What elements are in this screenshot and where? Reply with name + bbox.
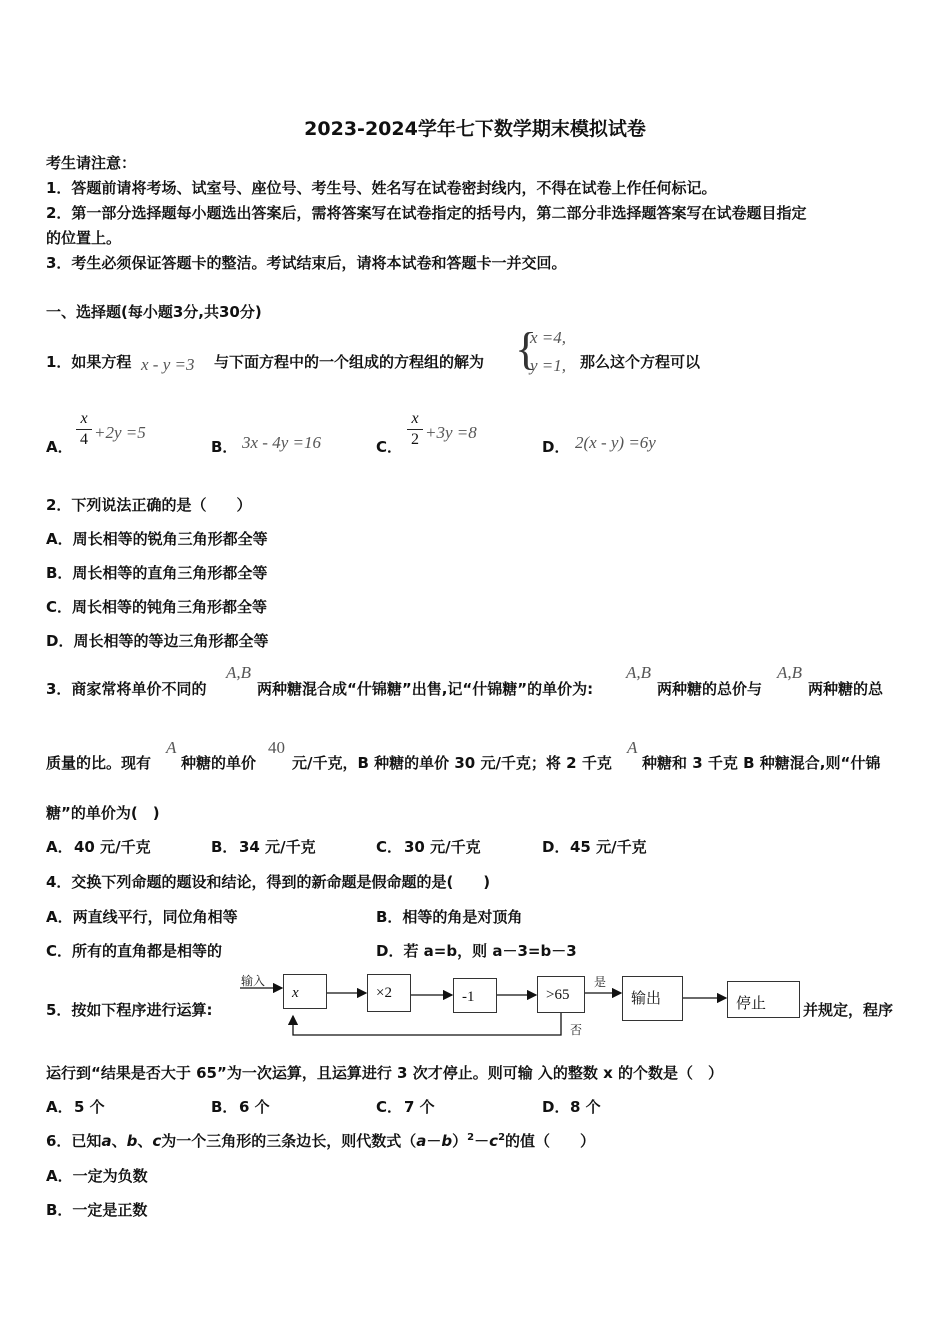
section-heading: 一、选择题(每小题3分,共30分) [46, 303, 262, 321]
q3-line1-d: 两种糖的总 [808, 680, 884, 698]
q3-line2-b: 种糖的单价 [181, 754, 257, 772]
q6-var-a: a [101, 1132, 112, 1150]
q2-stem: 2．下列说法正确的是（ ） [46, 496, 252, 514]
flow-minus1-text: -1 [462, 989, 475, 1005]
flow-gt65-box [537, 976, 585, 1013]
q3-option-b-text: 34 元/千克 [239, 838, 316, 856]
q1-option-c-rest: +3y =8 [425, 423, 477, 442]
q3-ab-1: A,B [226, 663, 252, 682]
flow-output-text: 输出 [631, 991, 662, 1007]
q3-option-a-text: 40 元/千克 [74, 838, 151, 856]
q5-option-c-label: C． [376, 1098, 403, 1116]
notice-item-3: 3．考生必须保证答题卡的整洁。考试结束后，请将本试卷和答题卡一并交回。 [46, 254, 567, 272]
q5-option-d-text: 8 个 [570, 1098, 601, 1116]
q1-option-a-fraction [76, 410, 92, 449]
notice-item-2-cont: 的位置上。 [46, 229, 122, 247]
q5-suffix: 并规定，程序 [803, 1001, 894, 1019]
q6-sep-2: 、 [137, 1132, 153, 1150]
fraction-numerator: x [80, 410, 88, 427]
q6-expr-b: b [441, 1132, 453, 1150]
q1-option-b-label: B． [211, 438, 238, 456]
q1-option-d-label: D． [542, 438, 570, 456]
flow-times2-text: ×2 [376, 985, 392, 1001]
q6-exponent-2: 2 [498, 1132, 506, 1143]
q1-option-a-label: A． [46, 438, 73, 456]
q6-var-b: b [126, 1132, 138, 1150]
q3-option-c-text: 30 元/千克 [404, 838, 481, 856]
q6-stem [46, 1130, 595, 1151]
q6-text-1: 6．已知 [46, 1132, 102, 1150]
q6-sep-1: 、 [111, 1132, 127, 1150]
flow-output-box [622, 976, 683, 1021]
notice-item-1: 1．答题前请将考场、试室号、座位号、考生号、姓名写在试卷密封线内，不得在试卷上作任何标记。 [46, 179, 717, 197]
q2-option-a: A．周长相等的锐角三角形都全等 [46, 530, 268, 548]
q1-suffix: 那么这个方程可以 [580, 353, 701, 371]
flow-input-label: 输入 [241, 974, 266, 988]
flow-gt65-text: >65 [546, 987, 570, 1003]
q6-text-4: － [474, 1132, 490, 1150]
q3-line1-b: 两种糖混合成“什锦糖”出售,记“什锦糖”的单价为: [257, 680, 594, 698]
q1-option-a-rest: +2y =5 [94, 423, 146, 442]
q4-option-a: A．两直线平行，同位角相等 [46, 908, 238, 926]
fraction-denominator: 2 [411, 431, 419, 448]
q3-a-1: A [166, 738, 177, 757]
flow-x-text: x [292, 985, 299, 1001]
exam-title: 2023-2024学年七下数学期末模拟试卷 [304, 118, 646, 140]
q3-line2-a: 质量的比。现有 [46, 754, 152, 772]
q1-system-line-2: y =1, [530, 356, 567, 375]
q6-text-3: ） [452, 1132, 468, 1150]
flow-no-label: 否 [570, 1023, 583, 1037]
flow-stop-box [727, 981, 800, 1018]
q6-option-a: A．一定为负数 [46, 1167, 148, 1185]
q3-line1-a: 3．商家常将单价不同的 [46, 680, 207, 698]
q2-option-d: D．周长相等的等边三角形都全等 [46, 632, 269, 650]
q5-option-d-label: D． [542, 1098, 570, 1116]
flow-x-box [283, 974, 327, 1009]
q4-option-d: D．若 a=b，则 a－3=b－3 [376, 942, 577, 960]
q1-option-d-expr: 2(x - y) =6y [575, 433, 656, 452]
notice-heading: 考生请注意： [46, 154, 137, 172]
q5-option-a-label: A． [46, 1098, 73, 1116]
q1-system-line-1: x =4, [530, 328, 567, 347]
fraction-bar [76, 429, 92, 430]
q3-option-d-text: 45 元/千克 [570, 838, 647, 856]
q5-prefix: 5．按如下程序进行运算: [46, 1001, 213, 1019]
flow-stop-text: 停止 [736, 996, 767, 1012]
q1-option-c-fraction [407, 410, 423, 449]
q3-option-b-label: B． [211, 838, 238, 856]
q5-option-b-text: 6 个 [239, 1098, 270, 1116]
q6-exponent-1: 2 [467, 1132, 475, 1143]
q2-option-b: B．周长相等的直角三角形都全等 [46, 564, 268, 582]
flow-minus1-box [453, 978, 497, 1013]
q4-option-b: B．相等的角是对顶角 [376, 908, 523, 926]
q3-option-c-label: C． [376, 838, 403, 856]
q6-text-5: 的值（ ） [505, 1132, 596, 1150]
q2-option-c: C．周长相等的钝角三角形都全等 [46, 598, 268, 616]
flow-yes-label: 是 [594, 975, 607, 989]
q1-prefix: 1．如果方程 [46, 353, 132, 371]
q3-line2-c: 元/千克，B 种糖的单价 30 元/千克；将 2 千克 [292, 754, 612, 772]
q6-var-c: c [152, 1132, 162, 1150]
fraction-numerator: x [411, 410, 419, 427]
q5-option-b-label: B． [211, 1098, 238, 1116]
q6-text-2: 为一个三角形的三条边长，则代数式（ [161, 1132, 417, 1150]
q6-option-b: B．一定是正数 [46, 1201, 148, 1219]
q5-line2: 运行到“结果是否大于 65”为一次运算，且运算进行 3 次才停止。则可输 入的整数 x 的个数是（ ） [46, 1064, 724, 1082]
q1-option-c-label: C． [376, 438, 403, 456]
q1-middle: 与下面方程中的一个组成的方程组的解为 [214, 353, 485, 371]
q5-option-a-text: 5 个 [74, 1098, 105, 1116]
flowchart [230, 966, 802, 1042]
q6-expr-c: c [489, 1132, 499, 1150]
q4-option-c: C．所有的直角都是相等的 [46, 942, 223, 960]
q5-option-c-text: 7 个 [404, 1098, 435, 1116]
q3-option-a-label: A． [46, 838, 73, 856]
q3-a-2: A [627, 738, 638, 757]
q6-expr-a: a [416, 1132, 427, 1150]
q3-line3: 糖”的单价为( ) [46, 804, 160, 822]
flow-times2-box [367, 974, 411, 1012]
fraction-denominator: 4 [80, 431, 88, 448]
notice-item-2: 2．第一部分选择题每小题选出答案后，需将答案写在试卷指定的括号内，第二部分非选择题答案写在试卷题目指定 [46, 204, 807, 222]
q6-minus: － [426, 1132, 442, 1150]
q3-line1-c: 两种糖的总价与 [657, 680, 763, 698]
fraction-bar [407, 429, 423, 430]
q3-option-d-label: D． [542, 838, 570, 856]
q3-ab-2: A,B [626, 663, 652, 682]
q3-forty: 40 [268, 738, 285, 757]
q4-stem: 4．交换下列命题的题设和结论，得到的新命题是假命题的是( ) [46, 873, 491, 891]
q3-ab-3: A,B [777, 663, 803, 682]
brace-icon: { [515, 323, 538, 374]
q3-line2-d: 种糖和 3 千克 B 种糖混合,则“什锦 [642, 754, 881, 772]
q1-equation: x - y =3 [141, 355, 195, 374]
q1-option-b-expr: 3x - 4y =16 [242, 433, 321, 452]
